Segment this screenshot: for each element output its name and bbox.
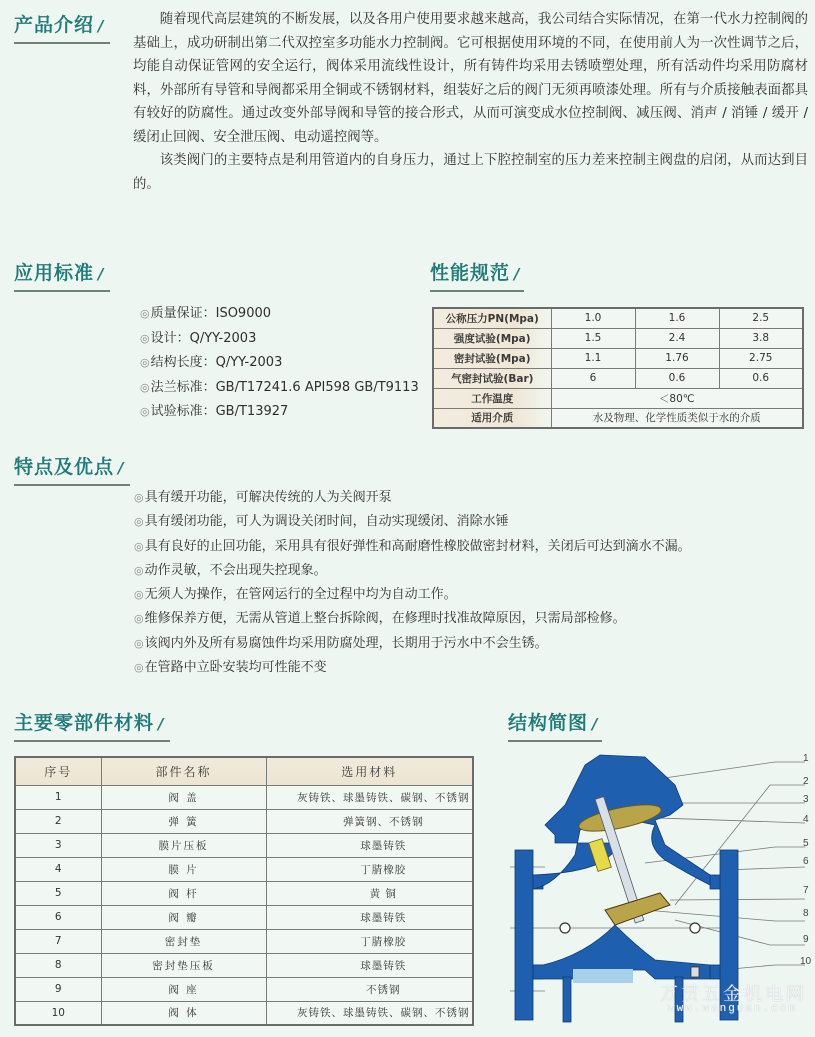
circle-bullet-icon: ◎ (134, 588, 144, 602)
cell: 1.0 (551, 308, 635, 328)
cell: 6 (15, 905, 101, 929)
cell: 膜片压板 (101, 833, 266, 857)
table-row (15, 881, 473, 905)
cell: 灰铸铁、球墨铸铁、碳钢、不锈钢 (266, 785, 473, 809)
callout-number: 10 (800, 956, 812, 967)
standard-item (140, 327, 419, 352)
row-label: 气密封试验(Bar) (433, 368, 551, 388)
cell: 弹 簧 (101, 809, 266, 833)
table-row (433, 388, 803, 408)
heading-slash: / (592, 715, 599, 733)
cell: 1.5 (551, 328, 635, 348)
feature-item (134, 607, 691, 631)
cell: 阀 座 (101, 977, 266, 1001)
heading-text: 主要零部件材料 (14, 712, 155, 734)
cell: 5 (15, 881, 101, 905)
circle-bullet-icon: ◎ (134, 491, 144, 504)
cell: 不锈钢 (266, 977, 473, 1001)
table-row (15, 1001, 473, 1025)
callout-number: 5 (803, 838, 809, 849)
cell: 2 (15, 809, 101, 833)
row-label: 密封试验(Mpa) (433, 348, 551, 368)
circle-bullet-icon: ◎ (134, 661, 144, 675)
feature-text: 无须人为操作，在管网运行的全过程中均为自动工作。 (144, 587, 457, 603)
cell: ＜80℃ (551, 388, 803, 408)
feature-text: 具有缓闭功能，可人为调设关闭时间，自动实现缓闭、消除水锤 (144, 514, 509, 530)
heading-text: 性能规范 (430, 262, 511, 284)
standard-item (140, 400, 419, 425)
heading-slash: / (118, 459, 125, 477)
feature-text: 具有良好的止回功能，采用具有很好弹性和高耐磨性橡胶做密封材料，关闭后可达到滴水不漏。 (144, 538, 691, 554)
feature-text: 该阀内外及所有易腐蚀件均采用防腐处理，长期用于污水中不会生锈。 (144, 635, 548, 651)
cell: 阀 瓣 (101, 905, 266, 929)
cell: 0.6 (719, 368, 803, 388)
cell: 10 (15, 1001, 101, 1025)
intro-text (133, 8, 808, 196)
standard-text: 质量保证：ISO9000 (150, 306, 272, 321)
table-row (15, 905, 473, 929)
cell: 1.76 (635, 348, 719, 368)
cell: 9 (15, 977, 101, 1001)
table-row (433, 368, 803, 388)
cell: 密封垫压板 (101, 953, 266, 977)
callout-number: 1 (803, 753, 809, 764)
watermark-logo: 万贯五金机电网 (660, 984, 807, 1005)
circle-bullet-icon: ◎ (140, 331, 150, 345)
table-row (433, 328, 803, 348)
heading-slash: / (514, 265, 521, 283)
section-heading-standards (14, 258, 110, 292)
cell: 2.75 (719, 348, 803, 368)
table-row (15, 953, 473, 977)
feature-item (134, 559, 691, 583)
callout-number: 6 (803, 856, 809, 867)
table-row (15, 977, 473, 1001)
standard-text: 设计：Q/YY-2003 (150, 330, 257, 346)
feature-item (134, 583, 691, 607)
heading-text: 应用标准 (14, 262, 95, 284)
circle-bullet-icon: ◎ (134, 563, 144, 577)
column-header: 选用材料 (266, 757, 473, 785)
callout-number: 2 (803, 776, 809, 787)
standard-item (140, 302, 419, 327)
cell: 丁腈橡胶 (266, 857, 473, 881)
heading-slash: / (98, 265, 105, 283)
cell: 球墨铸铁 (266, 833, 473, 857)
callout-number: 9 (803, 934, 809, 945)
circle-bullet-icon: ◎ (134, 636, 144, 650)
circle-bullet-icon: ◎ (140, 356, 150, 369)
column-header: 序号 (15, 757, 101, 785)
cell: 0.6 (635, 368, 719, 388)
circle-bullet-icon: ◎ (134, 515, 144, 529)
feature-item (134, 632, 691, 656)
callout-number: 7 (803, 885, 809, 896)
cell: 2.4 (635, 328, 719, 348)
cell: 6 (551, 368, 635, 388)
feature-item (134, 535, 691, 559)
feature-text: 具有缓开功能，可解决传统的人为关阀开泵 (144, 490, 392, 505)
cell: 丁腈橡胶 (266, 929, 473, 953)
circle-bullet-icon: ◎ (140, 380, 150, 394)
standard-text: 法兰标准：GB/T17241.6 API598 GB/T9113 (150, 379, 419, 395)
cell: 水及物理、化学性质类似于水的介质 (551, 408, 803, 428)
feature-text: 在管路中立卧安装均可性能不变 (144, 660, 327, 676)
table-row (15, 809, 473, 833)
heading-text: 特点及优点 (14, 456, 115, 478)
cell: 1 (15, 785, 101, 809)
circle-bullet-icon: ◎ (134, 612, 144, 626)
cell: 8 (15, 953, 101, 977)
cell: 4 (15, 857, 101, 881)
circle-bullet-icon: ◎ (140, 405, 150, 418)
cell: 灰铸铁、球墨铸铁、碳钢、不锈钢 (266, 1001, 473, 1025)
heading-slash: / (158, 715, 165, 733)
circle-bullet-icon: ◎ (134, 539, 144, 553)
section-heading-intro (14, 10, 110, 44)
parts-table (14, 756, 474, 1026)
cell: 阀 杆 (101, 881, 266, 905)
row-label: 强度试验(Mpa) (433, 328, 551, 348)
standard-text: 试验标准：GB/T13927 (150, 404, 289, 419)
cell: 弹簧钢、不锈钢 (266, 809, 473, 833)
table-row (15, 857, 473, 881)
table-row (433, 348, 803, 368)
feature-text: 动作灵敏，不会出现失控现象。 (144, 562, 327, 578)
table-row (15, 929, 473, 953)
features-list (134, 486, 691, 680)
row-label: 工作温度 (433, 388, 551, 408)
cell: 3.8 (719, 328, 803, 348)
section-heading-diagram (508, 708, 602, 742)
cell: 3 (15, 833, 101, 857)
cell: 密封垫 (101, 929, 266, 953)
intro-paragraph-2: 该类阀门的主要特点是利用管道内的自身压力，通过上下腔控制室的压力差来控制主阀盘的启闭，从而达到目的。 (133, 153, 808, 192)
standard-item (140, 376, 419, 401)
table-row (433, 308, 803, 328)
section-heading-features (14, 452, 130, 486)
spec-table (432, 307, 804, 429)
cell: 阀 体 (101, 1001, 266, 1025)
cell: 2.5 (719, 308, 803, 328)
heading-text: 结构简图 (508, 712, 589, 734)
intro-paragraph-1: 随着现代高层建筑的不断发展，以及各用户使用要求越来越高，我公司结合实际情况，在第一代水力控制阀的基础上，成功研制出第二代双控室多功能水力控制阀。它可根据使用环境的不同，在使用前人为一次性调节之后，均能自动保证管网的安全运行，阀体采用流线性设计，所有铸件均采用去锈喷塑处理，所有活动件均采用防腐材料，外部所有导管和导阀都采用全铜或不锈钢材料，组装好之后的阀门无须再喷漆处理。所有与介质接触表面都具有较好的防腐性。通过改变外部导阀和导管的接合形式，从而可演变成水位控制阀、减压阀、消声 / 消锤 / 缓开 / 缓闭止回阀、安全泄压阀、电动遥控阀等。 (133, 12, 808, 145)
cell: 1.6 (635, 308, 719, 328)
table-row (15, 833, 473, 857)
table-row (433, 408, 803, 428)
callout-number: 8 (803, 908, 809, 919)
circle-bullet-icon: ◎ (140, 307, 150, 320)
cell: 1.1 (551, 348, 635, 368)
feature-text: 维修保养方便，无需从管道上整台拆除阀，在修理时找准故障原因，只需局部检修。 (144, 611, 626, 627)
table-header-row (15, 757, 473, 785)
standard-text: 结构长度：Q/YY-2003 (150, 355, 283, 370)
heading-text: 产品介绍 (14, 14, 95, 36)
standards-list (140, 302, 419, 425)
watermark-url: www.wanguan.com (668, 1003, 798, 1015)
cell: 膜 片 (101, 857, 266, 881)
row-label: 适用介质 (433, 408, 551, 428)
heading-slash: / (98, 17, 105, 35)
cell: 黄 铜 (266, 881, 473, 905)
cell: 阀 盖 (101, 785, 266, 809)
section-heading-parts (14, 708, 170, 742)
cell: 球墨铸铁 (266, 953, 473, 977)
cell: 7 (15, 929, 101, 953)
cell: 球墨铸铁 (266, 905, 473, 929)
callout-number: 3 (803, 794, 809, 805)
callout-number: 4 (803, 814, 809, 825)
feature-item (134, 656, 691, 680)
standard-item (140, 351, 419, 376)
feature-item (134, 510, 691, 534)
section-heading-specs (430, 258, 524, 292)
row-label: 公称压力PN(Mpa) (433, 308, 551, 328)
column-header: 部件名称 (101, 757, 266, 785)
feature-item (134, 486, 691, 510)
table-row (15, 785, 473, 809)
